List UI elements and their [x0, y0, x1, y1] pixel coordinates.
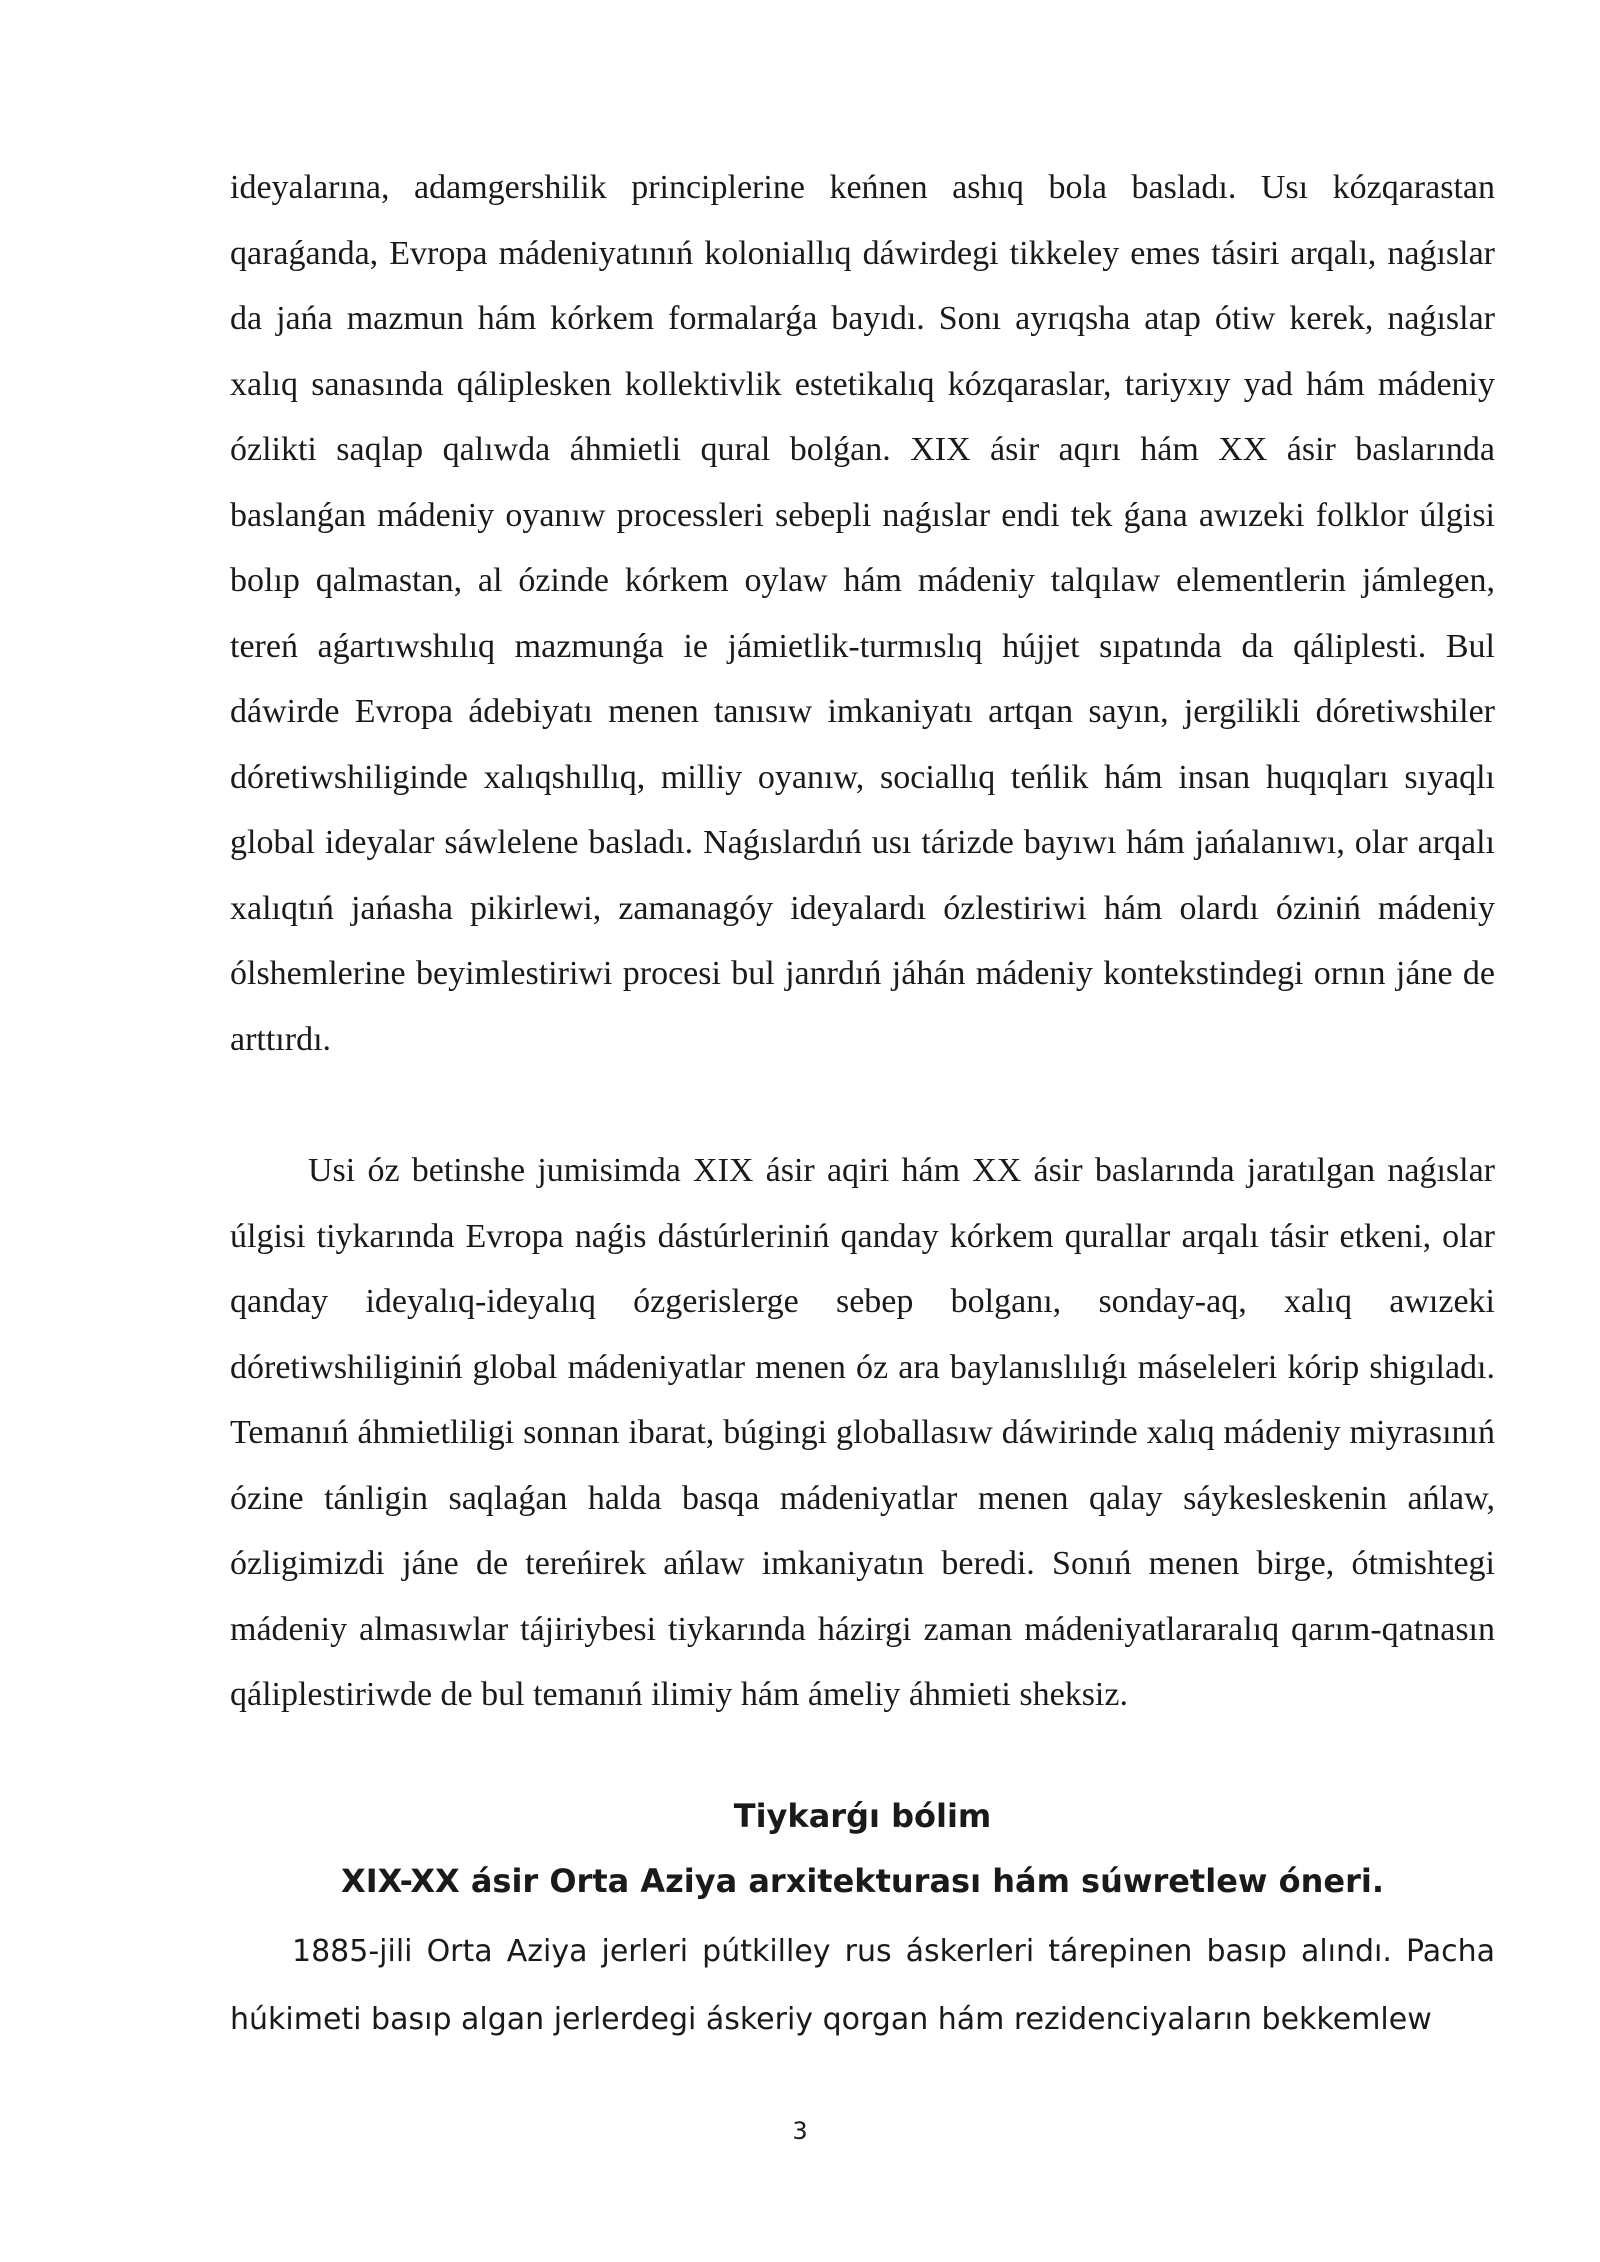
body-paragraph-1 — [230, 155, 1495, 1072]
paragraph-text: ideyalarına, adamgershilik principlerine keńnen ashıq bola basladı. Usı kózqarastan qaraǵanda, Evropa mádeniyatınıń koloniallıq dáwirdegi tikkeley emes tásiri arqalı, naǵıslar da jańa mazmun hám kórkem formalarǵa bayıdı. Sonı ayrıqsha atap ótiw kerek, naǵıslar xalıq sanasında qáliplesken kollektivlik estetikalıq kózqaraslar, tariyxıy yad hám mádeniy ózlikti saqlap qalıwda áhmietli qural bolǵan. XIX ásir aqırı hám XX ásir baslarında baslanǵan mádeniy oyanıw processleri sebepli naǵıslar endi tek ǵana awızeki folklor úlgisi bolıp qalmastan, al ózinde kórkem oylaw hám mádeniy talqılaw elementlerin jámlegen, tereń aǵartıwshılıq mazmunǵa ie jámietlik-turmıslıq hújjet sıpatında da qáliplesti. Bul dáwirde Evropa ádebiyatı menen tanısıw imkaniyatı artqan sayın, jergilikli dóretiwshiler dóretiwshiliginde xalıqshıllıq, milliy oyanıw, sociallıq teńlik hám insan huqıqları sıyaqlı global ideyalar sáwlelene basladı. Naǵıslardıń usı tárizde bayıwı hám jańalanıwı, olar arqalı xalıqtıń jańasha pikirlewi, zamanagóy ideyalardı ózlestiriwi hám olardı óziniń mádeniy ólshemlerine beyimlestiriwi procesi bul janrdıń jáhán mádeniy kontekstindegi ornın jáne de arttırdı. — [230, 169, 1495, 1058]
paragraph-text: Usi óz betinshe jumisimda XIX ásir aqiri hám XX ásir baslarında jaratılgan naǵıslar úlgisi tiykarında Evropa naǵis dástúrleriniń qanday kórkem qurallar arqalı tásir etkeni, olar qanday ideyalıq-ideyalıq ózgerislerge sebep bolganı, sonday-aq, xalıq awızeki dóretiwshiliginiń global mádeniyatlar menen óz ara baylanıslılıǵı máseleleri kórip shigıladı. Temanıń áhmietliligi sonnan ibarat, búgingi globallasıw dáwirinde xalıq mádeniy miyrasınıń ózine tánligin saqlaǵan halda basqa mádeniyatlar menen qalay sáykesleskenin ańlaw, ózligimizdi jáne de tereńirek ańlaw imkaniyatın beredi. Sonıń menen birge, ótmishtegi mádeniy almasıwlar tájiriybesi tiykarında házirgi zaman mádeniyatlararalıq qarım-qatnasın qáliplestiriwde de bul temanıń ilimiy hám ámeliy áhmieti sheksiz. — [230, 1152, 1495, 1713]
page-number: 3 — [792, 2117, 808, 2145]
body-paragraph-2 — [230, 1138, 1495, 1728]
subsection-heading: XIX-XX ásir Orta Aziya arxitekturası hám súwretlew óneri. — [341, 1862, 1384, 1900]
body-paragraph-3: 1885-jili Orta Aziya jerleri pútkilley rus áskerleri tárepinen basıp alındı. Pacha húkimeti basıp algan jerlerdegi áskeriy qorgan hám rezidenciyaların bekkemlew — [230, 1934, 1495, 2037]
section-heading: Tiykarǵı bólim — [733, 1797, 992, 1835]
